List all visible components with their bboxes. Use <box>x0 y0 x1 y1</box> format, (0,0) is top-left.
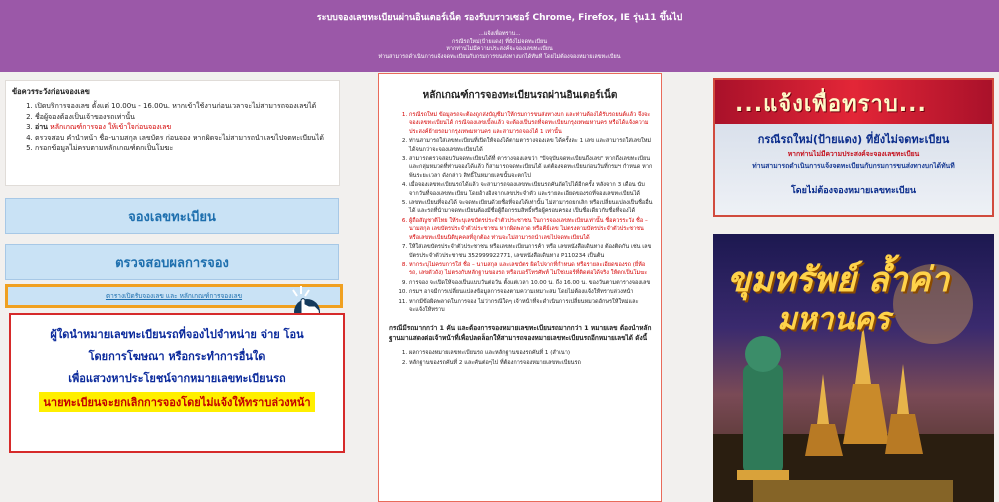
warning-line: ผู้ใดนำหมายเลขทะเบียนรถที่จองไปจำหน่าย จ่าย โอน <box>50 328 304 341</box>
list-item: 5. กรอกข้อมูลไม่ครบตามหลักเกณฑ์ตกเป็นโมฆะ <box>35 143 333 154</box>
list-item: 6. ผู้ถือสัญชาติไทย ให้ระบุเลขบัตรประจำตัวประชาชน ในการจองเลขทะเบียนเท่านั้น ชื่อควรระวัง ชื่อ – นามสกุล เลขบัตรประจำตัวประชาชน หากผิดพลาด หรือคีย์เลข ไม่ตรงตามบัตรประจำตัวประชาชน หรือเลขทะเบียนนิติบุคคลที่ถูกต้อง ท่านจะไม่สามารถนำเลขไปจดทะเบียนได้ <box>409 217 653 242</box>
warning-line: โดยการโฆษณา หรือกระทำการอื่นใด <box>88 350 266 363</box>
notice-banner-line: โดยไม่ต้องจองหมายเลขทะเบียน <box>790 186 917 196</box>
announcement-line: กรณีรถใหม่(ป้ายแดง) ที่ยังไม่จดทะเบียน <box>452 38 547 45</box>
criteria-panel <box>378 73 662 502</box>
site-title: ระบบจองเลขทะเบียนผ่านอินเตอร์เน็ต รองรับบราวเซอร์ Chrome, Firefox, IE รุ่น11 ขึ้นไป <box>316 13 683 23</box>
notice-banner[interactable] <box>713 78 994 217</box>
notice-banner-line: ท่านสามารถดำเนินการแจ้งจดทะเบียนกับกรมการขนส่งทางบกได้ทันที <box>752 162 955 170</box>
list-item: 9. การจอง จะเปิดให้จองเป็นแบบวันต่อวัน ตั้งแต่เวลา 10.00 น. ถึง 16.00 น. ของวันตามตารางจองเลข <box>409 279 653 287</box>
read-label: อ่าน <box>35 123 48 131</box>
notice-banner-line: หากท่านไม่มีความประสงค์จะจองเลขทะเบียน <box>787 150 920 158</box>
warning-line: เพื่อแสวงหาประโยชน์จากหมายเลขทะเบียนรถ <box>68 372 286 385</box>
notice-banner-title: ...แจ้งเพื่อทราบ... <box>735 92 927 117</box>
treasure-banner-title: ขุมทรัพย์ ล้ำค่า <box>727 260 950 300</box>
left-column <box>3 78 341 502</box>
announcement-title: ...แจ้งเพื่อทราบ... <box>478 31 521 37</box>
list-item: 2. ท่านสามารถใส่เลขทะเบียนที่เปิดให้จองได้ตามตารางจองเลข ได้ครั้งละ 1 เลข และสามารถใส่เลขใหม่ได้จนกว่าจะจองเลขทะเบียนได้ <box>409 137 653 154</box>
precautions-heading: ข้อควรระวังก่อนจองเลข <box>12 87 90 96</box>
announcement-line: หากท่านไม่มีความประสงค์จะจองเลขทะเบียน <box>446 46 553 52</box>
list-item <box>35 122 333 133</box>
multi-car-paragraph: กรณีมีรถมากกว่า 1 คัน และต้องการจองหมายเลขทะเบียนรถมากกว่า 1 หมายเลข ต้องนำหลักฐานมาแสดงต่อเจ้าหน้าที่เพื่อปลดล็อกให้สามารถจองหมายเลขทะเบียนรถอีกหมายเลขได้ ดังนี้ <box>389 324 652 343</box>
reserve-plate-button[interactable]: จองเลขทะเบียน <box>5 198 339 234</box>
warning-box <box>9 313 345 453</box>
list-item: 5. เลขทะเบียนที่จองได้ จะจดทะเบียนด้วยชื่อที่จองได้เท่านั้น ไม่สามารถยกเลิก หรือเปลี่ยนแปลงเป็นชื่ออื่นได้ และรถที่นำมาจดทะเบียนต้องมีชื่อผู้ถือกรรมสิทธิ์หรือผู้ครอบครอง เป็นชื่อเดียวกับชื่อที่จองได้ <box>409 199 653 216</box>
site-header <box>0 0 999 72</box>
header-announcement <box>0 31 999 61</box>
list-item: 8. หากระบุไม่ครบการใส่ ชื่อ – นามสกุล และเลขบัตร ผิดไปจากที่กำหนด หรือรายละเอียดของรถ (ยี่ห้อรถ, เลขตัวถัง) ไม่ตรงกับหลักฐานของรถ หรือเบอร์โทรศัพท์ ไม่ใช่เบอร์ที่ติดต่อได้จริง ให้ตกเป็นโมฆะ <box>409 261 653 278</box>
treasure-banner[interactable] <box>713 234 994 502</box>
criteria-heading: หลักเกณฑ์การจองทะเบียนรถผ่านอินเตอร์เน็ต <box>422 90 618 101</box>
schedule-rules-link[interactable]: ตารางเปิดรับจองเลข และ หลักเกณฑ์การจองเลข <box>5 284 343 308</box>
list-item-emphasis: หลักเกณฑ์การจอง ให้เข้าใจก่อนจองเลข <box>50 123 172 131</box>
notice-banner-line: กรณีรถใหม่(ป้ายแดง) ที่ยังไม่จดทะเบียน <box>757 133 950 146</box>
precautions-box <box>5 80 340 186</box>
list-item: 7. ให้ใส่เลขบัตรประจำตัวประชาชน หรือเลขทะเบียนการค้า หรือ เลขหนังสือเดินทาง ต้องติดกัน เช่น เลขบัตรประจำตัวประชาชน 352999922771, เลขหนังสือเดินทาง P110234 เป็นต้น <box>409 243 653 260</box>
check-result-button[interactable]: ตรวจสอบผลการจอง <box>5 244 339 280</box>
list-item: 11. หากมีข้อผิดพลาดในการจอง ไม่ว่ากรณีใดๆ เจ้าหน้าที่จะดำเนินการเปลี่ยนหมวดอักษรให้ใหม่และจะแจ้งให้ทราบ <box>409 298 653 315</box>
list-item: 4. เมื่อจองเลขทะเบียนรถได้แล้ว จะสามารถจองเลขทะเบียนรถคันถัดไปได้อีกครั้ง หลังจาก 3 เดือน นับจากวันที่จองเลขทะเบียน โดยอ้างอิงจากเลขประจำตัว และรายละเอียดของรถที่จองเลขทะเบียนได้ <box>409 181 653 198</box>
list-item: 4. ตรวจสอบ คำนำหน้า ชื่อ-นามสกุล เลขบัตร ก่อนจอง หากผิดจะไม่สามารถนำเลขไปจดทะเบียนได้ <box>35 133 333 144</box>
notice-banner-header <box>715 80 992 124</box>
list-item: 2. ชื่อผู้จองต้องเป็นเจ้าของรถเท่านั้น <box>35 112 333 123</box>
list-item: 1. เปิดบริการจองเลข ตั้งแต่ 10.00น - 16.00น. หากเข้าใช้งานก่อนเวลาจะไม่สามารถจองเลขได้ <box>35 101 333 112</box>
treasure-banner-subtitle: มหานคร <box>777 302 891 337</box>
multi-car-list <box>379 349 661 367</box>
list-item: 1. ผลการจองหมายเลขทะเบียนรถ และหลักฐานของรถคันที่ 1 (สำเนา) <box>409 349 653 357</box>
announcement-line: ท่านสามารถดำเนินการแจ้งจดทะเบียนกับกรมการขนส่งทางบกได้ทันที โดยไม่ต้องจองหมายเลขทะเบียน <box>378 53 621 60</box>
criteria-list <box>379 111 661 314</box>
list-item: 10. กรมฯ อาจมีการเปลี่ยนแปลงข้อมูลการจองตามความเหมาะสม โดยไม่ต้องแจ้งให้ทราบล่วงหน้า <box>409 288 653 296</box>
list-item: 2. หลักฐานของรถคันที่ 2 และคันต่อๆไป ที่ต้องการจองหมายเลขทะเบียนรถ <box>409 359 653 367</box>
list-item: 1. กรณีรถใหม่ ข้อมูลรถจะต้องถูกส่งบัญชีมาให้กรมการขนส่งทางบก และท่านต้องได้รับรถยนต์แล้ว จึงจะจองเลขทะเบียนได้ กรณีจองเลขเบิ้ลแล้ว จะต้องเป็นรถที่จดทะเบียนกรุงเทพมหานคร หรือได้แจ้งความประสงค์ย้ายรถมากรุงเทพมหานคร และสามารถจองได้ 1 เท่านั้น <box>409 111 653 136</box>
warning-highlight: นายทะเบียนจะยกเลิกการจองโดยไม่แจ้งให้ทราบล่วงหน้า <box>39 392 314 412</box>
list-item: 3. สามารถตรวจสอบวันจดทะเบียนได้ที่ ตารางจองเลขว่า "ปัจจุบันจดทะเบียนถึงเลข" หากถึงเลขทะเบียน และกลุ่มหมวดที่ท่านจองได้แล้ว ก็สามารถจดทะเบียนได้ แต่ต้องจดทะเบียนก่อนวันที่กรมฯ กำหนด หากพ้นระยะเวลา ดังกล่าว สิทธิ์ในหมายเลขนั้นจะตกไป <box>409 155 653 180</box>
precautions-list <box>12 101 333 154</box>
